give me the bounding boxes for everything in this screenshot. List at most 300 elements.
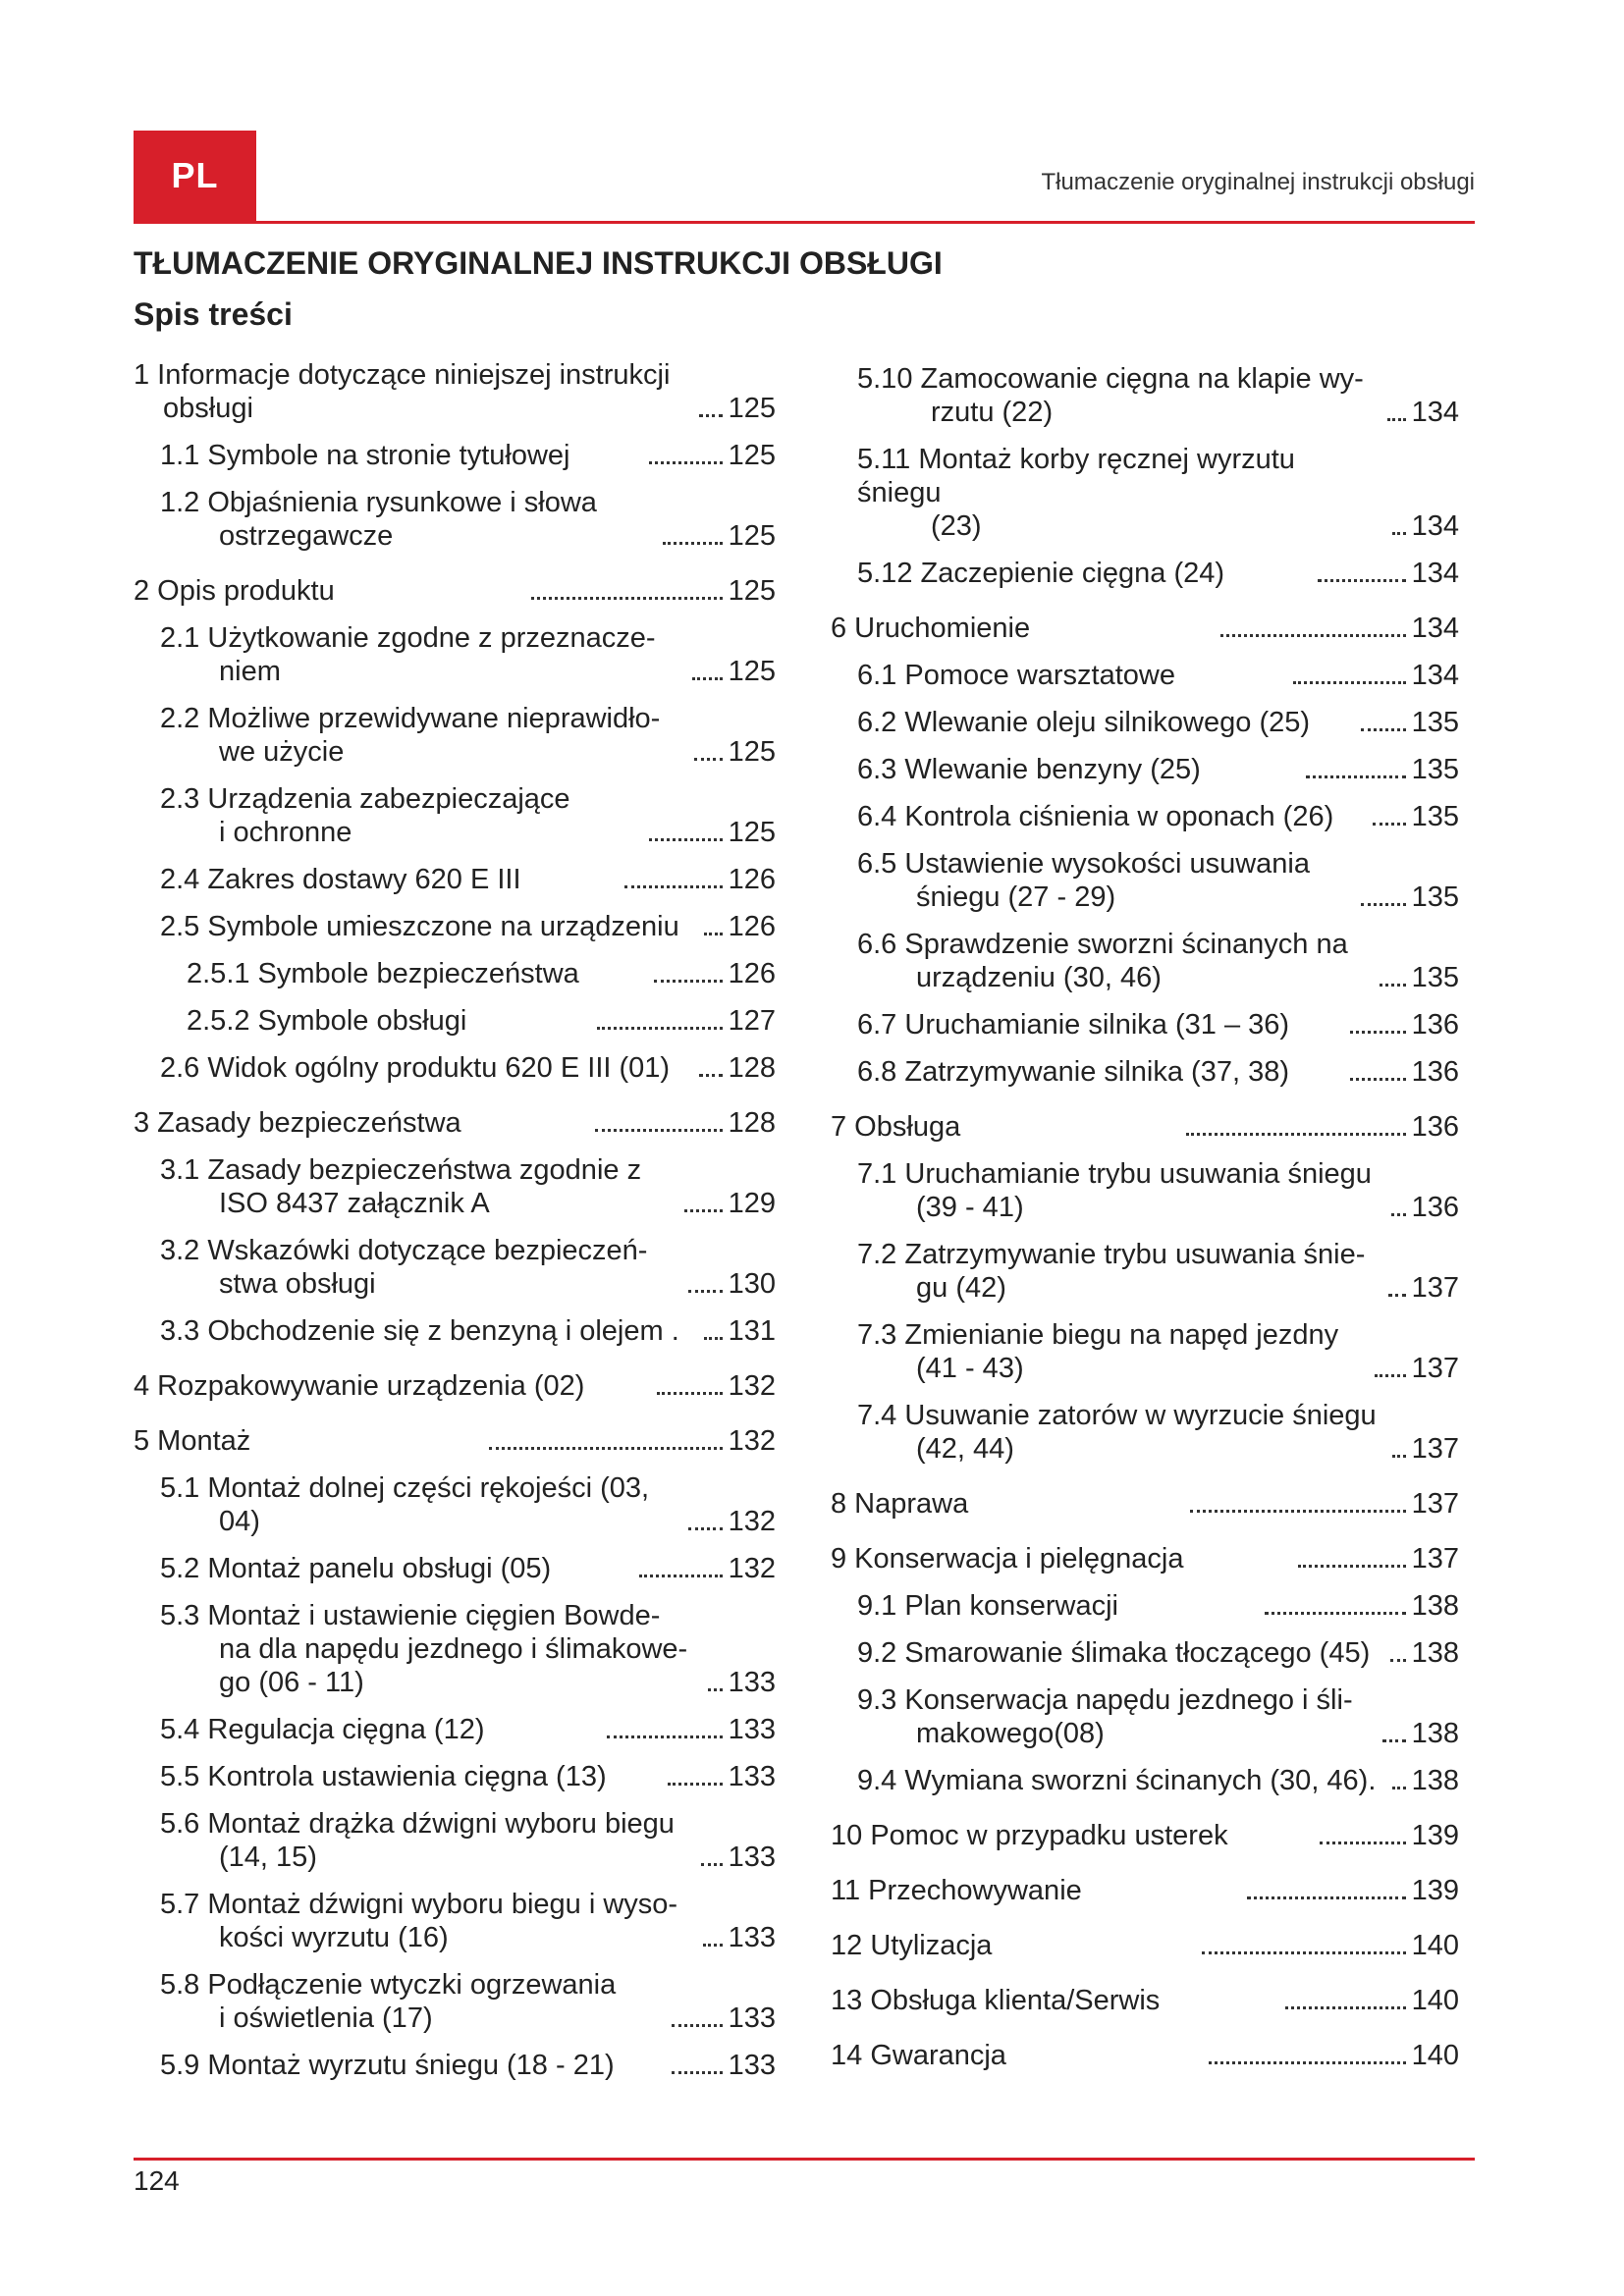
toc-entry-page: 138	[1411, 1637, 1460, 1669]
toc-entry[interactable]	[831, 753, 1459, 786]
toc-entry-title-line: 7 Obsługa	[831, 1111, 961, 1143]
toc-entry-page: 135	[1411, 801, 1460, 832]
toc-entry-title	[160, 782, 570, 849]
toc-entry-title-line: 6.6 Sprawdzenie sworzni ścinanych na	[857, 929, 1348, 960]
toc-dot-leader	[1373, 823, 1406, 826]
toc-entry-title	[857, 847, 1310, 914]
toc-dot-leader	[708, 1688, 723, 1691]
toc-entry-page: 140	[1411, 1985, 1459, 2016]
toc-entry-page: 132	[728, 1425, 776, 1457]
toc-entry[interactable]	[831, 362, 1459, 429]
toc-entry-title-line: 9 Konserwacja i pielęgnacja	[831, 1543, 1184, 1575]
toc-entry-title-line: ISO 8437 załącznik A	[219, 1188, 490, 1219]
toc-dot-leader	[1392, 1787, 1406, 1789]
toc-dot-leader	[649, 838, 723, 841]
toc-entry-title-line: stwa obsługi	[219, 1268, 376, 1300]
toc-entry-page: 133	[728, 1667, 776, 1698]
toc-entry-title-line: (42, 44)	[916, 1433, 1014, 1465]
toc-entry-title-line: 5.1 Montaż dolnej części rękojeści (03,	[160, 1472, 650, 1504]
toc-entry-title-line: rzutu (22)	[931, 397, 1054, 428]
toc-entry-title-line: 5.6 Montaż drążka dźwigni wyboru biegu	[160, 1808, 675, 1840]
toc-entry[interactable]	[831, 847, 1459, 914]
toc-dot-leader	[1387, 418, 1405, 421]
toc-entry[interactable]	[831, 1399, 1459, 1466]
toc-entry-title-line: 12 Utylizacja	[831, 1930, 993, 1961]
toc-entry-title	[857, 1055, 1289, 1089]
footer-divider	[134, 2158, 1475, 2161]
toc-entry-page: 139	[1411, 1875, 1459, 1906]
toc-dot-leader	[1375, 1374, 1405, 1377]
toc-entry-page: 136	[1411, 1009, 1460, 1041]
toc-entry-title-line: 6.7 Uruchamianie silnika (31 – 36)	[857, 1009, 1290, 1041]
toc-entry[interactable]	[831, 1008, 1459, 1041]
toc-dot-leader	[1320, 1842, 1406, 1844]
toc-entry[interactable]	[831, 1984, 1459, 2017]
toc-entry-title-line: 3.2 Wskazówki dotyczące bezpieczeń-	[160, 1235, 648, 1266]
toc-dot-leader	[672, 2024, 722, 2027]
toc-dot-leader	[649, 461, 723, 464]
toc-entry-page: 128	[728, 1107, 777, 1139]
toc-entry-title-line: 8 Naprawa	[831, 1488, 969, 1520]
toc-entry-title-line: 3.1 Zasady bezpieczeństwa zgodnie z	[160, 1154, 642, 1186]
toc-entry-title	[831, 1487, 968, 1521]
toc-entry-title-line: 13 Obsługa klienta/Serwis	[831, 1985, 1161, 2016]
toc-entry[interactable]	[134, 574, 776, 608]
toc-entry-title	[160, 621, 656, 688]
toc-entry-title-line: 7.3 Zmienianie biegu na napęd jezdny	[857, 1319, 1339, 1351]
toc-entry-title	[187, 957, 579, 990]
toc-entry-page: 126	[728, 864, 776, 895]
toc-entry-page: 132	[728, 1553, 776, 1584]
toc-dot-leader	[654, 980, 723, 983]
toc-entry-title	[857, 928, 1348, 994]
toc-entry-page: 134	[1411, 510, 1459, 542]
toc-entry-title-line: 6 Uruchomienie	[831, 613, 1031, 644]
toc-entry-title	[160, 2049, 615, 2082]
toc-entry-title-line: 3 Zasady bezpieczeństwa	[134, 1107, 461, 1139]
toc-entry-title-line: 5.2 Montaż panelu obsługi (05)	[160, 1553, 552, 1584]
toc-entry-page: 128	[728, 1052, 776, 1084]
toc-entry-title-line: niem	[219, 656, 281, 687]
toc-entry-title	[831, 1874, 1082, 1907]
toc-entry-title-line: 3.3 Obchodzenie się z benzyną i olejem .	[160, 1315, 679, 1347]
toc-entry-page: 138	[1411, 1718, 1459, 1749]
toc-entry-title-line: 7.1 Uruchamianie trybu usuwania śniegu	[857, 1158, 1372, 1190]
toc-entry-page: 136	[1411, 1056, 1460, 1088]
toc-entry[interactable]	[134, 1051, 776, 1085]
toc-entry-title	[857, 1157, 1372, 1224]
toc-entry-title-line: 7.4 Usuwanie zatorów w wyrzucie śniegu	[857, 1400, 1377, 1431]
toc-entry-title	[857, 362, 1364, 429]
toc-entry-page: 134	[1411, 660, 1459, 691]
toc-entry-title	[134, 1106, 461, 1140]
toc-entry-page: 135	[1411, 881, 1460, 913]
toc-dot-leader	[672, 2071, 723, 2074]
toc-dot-leader	[1390, 1659, 1405, 1662]
toc-entry-title	[857, 443, 1386, 543]
toc-entry-page: 133	[728, 1922, 777, 1953]
toc-dot-leader	[688, 1527, 722, 1530]
toc-entry[interactable]	[831, 2039, 1459, 2072]
toc-entry-title-line: 6.3 Wlewanie benzyny (25)	[857, 754, 1201, 785]
toc-entry-title-line: 2 Opis produktu	[134, 575, 335, 607]
toc-entry-page: 125	[728, 817, 777, 848]
toc-entry-page: 140	[1411, 1930, 1460, 1961]
page-number: 124	[134, 2165, 180, 2196]
toc-dot-leader	[1220, 634, 1405, 637]
toc-dot-leader	[704, 1337, 723, 1340]
toc-dot-leader	[1388, 1294, 1406, 1297]
toc-entry[interactable]	[134, 782, 776, 849]
toc-entry-title-line: i ochronne	[219, 817, 352, 848]
toc-entry-page: 140	[1411, 2040, 1460, 2071]
toc-entry-page: 126	[728, 911, 777, 942]
toc-entry-page: 137	[1411, 1433, 1459, 1465]
toc-dot-leader	[1392, 1455, 1406, 1458]
toc-entry[interactable]	[831, 659, 1459, 692]
toc-entry-page: 137	[1411, 1272, 1459, 1304]
toc-entry-title-line: 5.3 Montaż i ustawienie cięgien Bowde-	[160, 1600, 661, 1631]
toc-entry[interactable]	[134, 1760, 776, 1793]
toc-entry[interactable]	[134, 1153, 776, 1220]
toc-entry-title-line: 10 Pomoc w przypadku usterek	[831, 1820, 1228, 1851]
toc-dot-leader	[684, 1209, 722, 1212]
toc-entry-title-line: (14, 15)	[219, 1842, 317, 1873]
toc-entry-title-line: 2.1 Użytkowanie zgodne z przeznacze-	[160, 622, 656, 654]
toc-entry-title	[857, 1683, 1353, 1750]
toc-entry-title-line: (39 - 41)	[916, 1192, 1024, 1223]
toc-dot-leader	[1190, 1510, 1406, 1513]
toc-entry[interactable]	[134, 2049, 776, 2082]
toc-entry-page: 133	[728, 2050, 777, 2081]
toc-dot-leader	[668, 1783, 723, 1786]
toc-dot-leader	[1318, 579, 1405, 582]
toc-entry[interactable]	[831, 1055, 1459, 1089]
toc-dot-leader	[1265, 1612, 1405, 1615]
toc-entry-title	[134, 1424, 250, 1458]
toc-entry-title-line: kości wyrzutu (16)	[219, 1922, 449, 1953]
toc-dot-leader	[1247, 1896, 1406, 1899]
toc-dot-leader	[597, 1027, 722, 1030]
toc-entry-page: 125	[728, 440, 777, 471]
toc-entry-page: 139	[1411, 1820, 1460, 1851]
toc-entry[interactable]	[831, 1929, 1459, 1962]
toc-entry-title-line: 6.5 Ustawienie wysokości usuwania	[857, 848, 1310, 880]
toc-entry[interactable]	[134, 910, 776, 943]
toc-entry-title-line: urządzeniu (30, 46)	[916, 962, 1162, 993]
toc-entry[interactable]	[134, 1471, 776, 1538]
toc-entry[interactable]	[831, 443, 1459, 543]
toc-entry-title-line: (23)	[931, 510, 982, 542]
toc-entry-title-line: ostrzegawcze	[219, 520, 394, 552]
toc-entry[interactable]	[134, 702, 776, 769]
toc-entry-title-line: 6.4 Kontrola ciśnienia w oponach (26)	[857, 801, 1334, 832]
toc-entry-page: 136	[1411, 1111, 1459, 1143]
toc-dot-leader	[704, 933, 723, 935]
toc-entry[interactable]	[831, 1110, 1459, 1144]
toc-entry-title	[831, 1110, 960, 1144]
toc-dot-leader	[1298, 1565, 1406, 1568]
toc-entry-title-line: 4 Rozpakowywanie urządzenia (02)	[134, 1370, 585, 1402]
toc-entry-page: 133	[728, 1714, 776, 1745]
toc-entry-title-line: makowego(08)	[916, 1718, 1105, 1749]
toc-entry[interactable]	[134, 1968, 776, 2035]
toc-entry-title-line: 2.5.2 Symbole obsługi	[187, 1005, 467, 1037]
toc-entry[interactable]	[831, 1487, 1459, 1521]
toc-entry-page: 125	[728, 575, 776, 607]
toc-entry-title-line: 5.5 Kontrola ustawienia cięgna (13)	[160, 1761, 607, 1792]
toc-entry-title	[160, 1760, 607, 1793]
toc-dot-leader	[607, 1735, 723, 1738]
toc-entry[interactable]	[831, 1636, 1459, 1670]
toc-entry-title-line: 2.4 Zakres dostawy 620 E III	[160, 864, 521, 895]
toc-entry-title	[857, 800, 1333, 833]
toc-entry-title	[831, 1542, 1184, 1575]
toc-entry-title	[160, 1471, 649, 1538]
toc-entry-title	[857, 1589, 1118, 1623]
toc-dot-leader	[1202, 1951, 1406, 1954]
toc-entry[interactable]	[831, 706, 1459, 739]
toc-entry-title	[857, 706, 1310, 739]
toc-entry-page: 125	[728, 736, 777, 768]
toc-dot-leader	[688, 1290, 723, 1293]
toc-entry-title-line: 1 Informacje dotyczące niniejszej instrukcji	[134, 359, 671, 391]
toc-entry-title	[160, 1153, 641, 1220]
toc-entry-page: 132	[728, 1370, 776, 1402]
toc-entry-title-line: 5.4 Regulacja cięgna (12)	[160, 1714, 485, 1745]
toc-heading: Spis treści	[134, 296, 293, 332]
toc-entry-title	[134, 574, 335, 608]
toc-entry-title	[857, 1636, 1370, 1670]
toc-entry-title-line: i oświetlenia (17)	[219, 2002, 433, 2034]
toc-entry-page: 135	[1411, 962, 1460, 993]
toc-entry-page: 132	[728, 1506, 776, 1537]
toc-entry-title-line: gu (42)	[916, 1272, 1006, 1304]
toc-entry-title	[857, 659, 1175, 692]
toc-dot-leader	[1392, 532, 1406, 535]
toc-entry-title	[160, 702, 660, 769]
toc-dot-leader	[1293, 681, 1405, 684]
toc-entry-title	[857, 1318, 1338, 1385]
toc-dot-leader	[1285, 2006, 1405, 2009]
toc-entry-title-line: 5.12 Zaczepienie cięgna (24)	[857, 558, 1225, 589]
toc-entry-title	[831, 612, 1030, 645]
toc-entry-title-line: 5.11 Montaż korby ręcznej wyrzutu śniegu	[857, 444, 1295, 508]
toc-entry-title-line: 6.1 Pomoce warsztatowe	[857, 660, 1175, 691]
toc-dot-leader	[489, 1447, 722, 1450]
toc-entry-title-line: 5.7 Montaż dźwigni wyboru biegu i wyso-	[160, 1889, 678, 1920]
toc-entry[interactable]	[831, 1589, 1459, 1623]
toc-entry[interactable]	[831, 928, 1459, 994]
toc-entry-title	[831, 1929, 992, 1962]
toc-entry-title	[160, 1051, 670, 1085]
toc-entry-title	[857, 753, 1201, 786]
toc-dot-leader	[703, 1944, 723, 1947]
toc-entry-page: 125	[728, 393, 777, 424]
toc-entry[interactable]	[831, 800, 1459, 833]
document-title: TŁUMACZENIE ORYGINALNEJ INSTRUKCJI OBSŁUGI	[134, 245, 943, 281]
running-header-title: Tłumaczenie oryginalnej instrukcji obsługi	[1041, 169, 1475, 195]
toc-entry[interactable]	[134, 439, 776, 472]
toc-column-right	[831, 348, 1459, 2072]
toc-entry-page: 125	[728, 656, 776, 687]
toc-entry[interactable]	[831, 557, 1459, 590]
toc-entry-title-line: (41 - 43)	[916, 1353, 1024, 1384]
toc-entry[interactable]	[134, 1713, 776, 1746]
toc-entry-title	[160, 1552, 551, 1585]
toc-entry-title	[857, 557, 1224, 590]
toc-dot-leader	[1306, 775, 1405, 778]
toc-entry-page: 133	[728, 2002, 777, 2034]
toc-entry[interactable]	[134, 1424, 776, 1458]
toc-entry-title-line: 2.5 Symbole umieszczone na urządzeniu	[160, 911, 679, 942]
toc-entry-page: 133	[728, 1761, 777, 1792]
toc-entry-title	[160, 1968, 616, 2035]
toc-dot-leader	[624, 885, 723, 888]
toc-entry-title	[857, 1238, 1365, 1305]
toc-dot-leader	[663, 542, 723, 545]
toc-entry-title-line: 6.2 Wlewanie oleju silnikowego (25)	[857, 707, 1311, 738]
toc-entry-title-line: 6.8 Zatrzymywanie silnika (37, 38)	[857, 1056, 1289, 1088]
toc-dot-leader	[694, 758, 723, 761]
toc-entry[interactable]	[831, 1764, 1459, 1797]
toc-entry-title	[160, 439, 570, 472]
toc-entry-title-line: 2.3 Urządzenia zabezpieczające	[160, 783, 570, 815]
toc-dot-leader	[531, 597, 722, 600]
toc-entry[interactable]	[134, 1552, 776, 1585]
toc-column-left	[134, 348, 776, 2082]
toc-entry[interactable]	[134, 863, 776, 896]
toc-entry-page: 138	[1411, 1590, 1459, 1622]
toc-dot-leader	[1350, 1078, 1405, 1081]
toc-dot-leader	[1361, 728, 1406, 731]
toc-entry-page: 133	[728, 1842, 777, 1873]
toc-entry-title	[857, 1764, 1376, 1797]
toc-entry-page: 134	[1411, 558, 1459, 589]
toc-entry-page: 137	[1411, 1543, 1460, 1575]
toc-entry[interactable]	[134, 486, 776, 553]
toc-entry-page: 130	[728, 1268, 776, 1300]
toc-entry[interactable]	[831, 612, 1459, 645]
toc-dot-leader	[701, 1863, 722, 1866]
toc-entry[interactable]	[134, 1314, 776, 1348]
toc-entry-title-line: 5 Montaż	[134, 1425, 251, 1457]
toc-entry-title-line: obsługi	[163, 393, 253, 424]
toc-entry[interactable]	[134, 1004, 776, 1038]
toc-entry-title	[160, 1599, 687, 1699]
toc-dot-leader	[1380, 984, 1405, 987]
toc-entry[interactable]	[831, 1819, 1459, 1852]
toc-dot-leader	[692, 677, 723, 680]
toc-entry-page: 137	[1411, 1488, 1460, 1520]
toc-entry-title-line: 9.3 Konserwacja napędu jezdnego i śli-	[857, 1684, 1353, 1716]
toc-entry-title-line: 2.6 Widok ogólny produktu 620 E III (01)	[160, 1052, 671, 1084]
toc-entry-page: 135	[1411, 707, 1459, 738]
toc-entry-page: 134	[1411, 397, 1460, 428]
toc-entry[interactable]	[134, 957, 776, 990]
toc-dot-leader	[639, 1575, 722, 1577]
toc-entry-title-line: 2.2 Możliwe przewidywane nieprawidło-	[160, 703, 661, 734]
toc-entry-title-line: 5.8 Podłączenie wtyczki ogrzewania	[160, 1969, 617, 2001]
toc-entry[interactable]	[134, 621, 776, 688]
toc-entry-title-line: 04)	[219, 1506, 260, 1537]
toc-dot-leader	[1350, 1031, 1405, 1034]
toc-dot-leader	[1209, 2061, 1405, 2064]
toc-entry-title-line: śniegu (27 - 29)	[916, 881, 1116, 913]
toc-entry-title-line: 9.2 Smarowanie ślimaka tłoczącego (45)	[857, 1637, 1371, 1669]
toc-entry[interactable]	[831, 1318, 1459, 1385]
toc-entry-page: 138	[1411, 1765, 1459, 1796]
toc-entry[interactable]	[831, 1238, 1459, 1305]
toc-entry-title-line: go (06 - 11)	[219, 1667, 364, 1698]
toc-entry-title-line: we użycie	[219, 736, 345, 768]
toc-entry[interactable]	[831, 1157, 1459, 1224]
toc-entry-page: 137	[1411, 1353, 1459, 1384]
toc-entry-title-line: 5.9 Montaż wyrzutu śniegu (18 - 21)	[160, 2050, 615, 2081]
header-divider	[134, 221, 1475, 224]
toc-dot-leader	[1391, 1213, 1405, 1216]
toc-entry[interactable]	[134, 1599, 776, 1699]
toc-entry[interactable]	[134, 358, 776, 425]
toc-entry[interactable]	[134, 1234, 776, 1301]
toc-entry-title-line: 2.5.1 Symbole bezpieczeństwa	[187, 958, 579, 989]
toc-entry-title	[160, 1234, 647, 1301]
toc-entry-title	[831, 1984, 1160, 2017]
toc-entry[interactable]	[134, 1888, 776, 1954]
toc-entry-title	[857, 1399, 1377, 1466]
toc-entry-title-line: 5.10 Zamocowanie cięgna na klapie wy-	[857, 363, 1364, 395]
toc-dot-leader	[1361, 903, 1406, 906]
toc-entry-title-line: na dla napędu jezdnego i ślimakowe-	[219, 1633, 688, 1665]
toc-entry-title-line: 9.4 Wymiana sworzni ścinanych (30, 46).	[857, 1765, 1377, 1796]
toc-entry-title	[831, 2039, 1006, 2072]
toc-entry[interactable]	[831, 1683, 1459, 1750]
toc-dot-leader	[699, 1074, 723, 1077]
toc-entry[interactable]	[831, 1542, 1459, 1575]
toc-entry-title-line: 9.1 Plan konserwacji	[857, 1590, 1118, 1622]
toc-entry-page: 126	[728, 958, 776, 989]
toc-entry-page: 136	[1411, 1192, 1459, 1223]
toc-entry-page: 134	[1411, 613, 1459, 644]
toc-entry-title	[134, 1369, 584, 1403]
toc-dot-leader	[595, 1129, 723, 1132]
toc-entry-title	[187, 1004, 466, 1038]
toc-entry-page: 127	[728, 1005, 777, 1037]
toc-entry-title-line: 14 Gwarancja	[831, 2040, 1006, 2071]
toc-entry-page: 135	[1411, 754, 1459, 785]
toc-entry-title-line: 1.2 Objaśnienia rysunkowe i słowa	[160, 487, 597, 518]
toc-entry-title	[160, 1713, 484, 1746]
toc-entry-title-line: 7.2 Zatrzymywanie trybu usuwania śnie-	[857, 1239, 1366, 1270]
toc-entry-title	[160, 1888, 677, 1954]
toc-dot-leader	[1186, 1133, 1406, 1136]
toc-entry[interactable]	[134, 1369, 776, 1403]
toc-entry[interactable]	[134, 1807, 776, 1874]
toc-entry-title	[857, 1008, 1289, 1041]
toc-dot-leader	[699, 414, 723, 417]
toc-entry-title-line: 11 Przechowywanie	[831, 1875, 1082, 1906]
toc-entry-title	[160, 1807, 675, 1874]
toc-entry[interactable]	[831, 1874, 1459, 1907]
toc-entry[interactable]	[134, 1106, 776, 1140]
toc-dot-leader	[657, 1392, 723, 1395]
toc-entry-title	[160, 1314, 679, 1348]
toc-entry-title	[160, 910, 679, 943]
toc-entry-title	[160, 486, 597, 553]
toc-entry-title	[134, 358, 670, 425]
toc-dot-leader	[1382, 1739, 1406, 1742]
toc-entry-title	[831, 1819, 1228, 1852]
